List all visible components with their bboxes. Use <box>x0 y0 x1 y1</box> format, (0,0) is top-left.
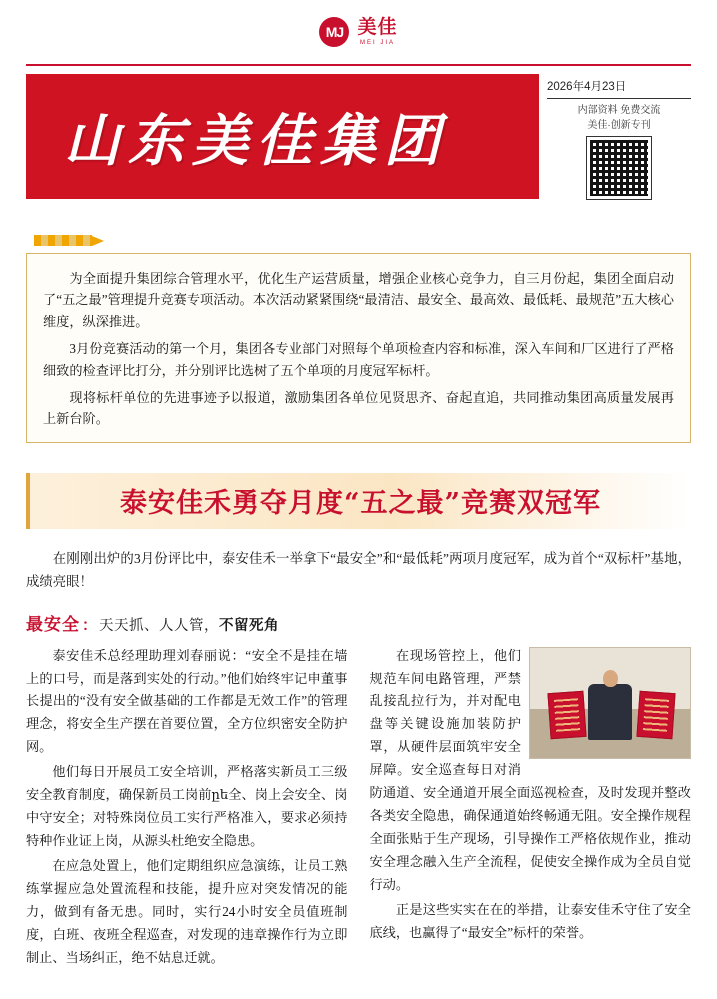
intro-paragraph: 3月份竞赛活动的第一个月，集团各专业部门对照每个单项检查内容和标准，深入车间和厂区进行了严格细致的检查评比打分，并分别评比选树了五个单项的月度冠军标杆。 <box>43 341 674 378</box>
issue-meta-line-2: 美佳·创新专刊 <box>587 120 651 131</box>
masthead-banner <box>26 74 691 199</box>
subheading-colon: ： <box>82 617 98 634</box>
article-lead-paragraph: 在刚刚出炉的3月份评比中，泰安佳禾一举拿下“最安全”和“最低耗”两项月度冠军，成为首个“双标杆”基地，成绩亮眼！ <box>26 550 691 590</box>
masthead-divider <box>26 64 691 66</box>
body-paragraph: 他们每日开展员工安全培训，严格落实新员工三级安全教育制度，确保新员工岗前ըե全、岗上会安全、岗中守安全；对特殊岗位员工实行严格准入，要求必须持特种作业证上岗，从源头杜绝安全隐患。 <box>26 764 348 849</box>
body-paragraph: 泰安佳禾总经理助理刘春丽说：“安全不是挂在墙上的口号，而是落到实处的行动。”他们始终牢记申董事长提出的“没有安全做基础的工作都是无效工作”的管理理念，将安全生产摆在首要位置，全方位织密安全防护网。 <box>26 647 348 755</box>
intro-paragraph: 为全面提升集团综合管理水平，优化生产运营质量，增强企业核心竞争力，自三月份起，集团全面启动了“五之最”管理提升竞赛专项活动。本次活动紧紧围绕“最清洁、最安全、最高效、最低耗、最规范”五大核心维度，纵深推进。 <box>43 271 674 329</box>
intro-callout-box <box>26 253 691 443</box>
article-body-columns <box>26 645 691 973</box>
section-subheading <box>26 610 691 635</box>
subheading-rest-bold: 不留死角 <box>219 617 280 634</box>
logo-chinese-name: 美佳 <box>357 17 398 38</box>
page-title: 泰安佳禾勇夺月度“五之最”竞赛双冠军 <box>119 488 602 520</box>
subheading-keyword: 最安全 <box>26 614 80 635</box>
issue-meta-line-1: 内部资料 免费交流 <box>577 105 661 116</box>
company-logo-icon: MJ <box>319 17 349 47</box>
body-paragraph: 在应急处置上，他们定期组织应急演练，让员工熟练掌握应急处置流程和技能，提升应对突发情况的能力，做到有备无患。同时，实行24小时安全员值班制度，白班、夜班全程巡查，对发现的违章操作行为立即制止、当场纠正，绝不姑息迁就。 <box>26 858 348 966</box>
body-column-left <box>26 645 348 973</box>
article-headline-bar <box>26 473 691 529</box>
publication-title: 山东美佳集团 <box>64 107 448 174</box>
body-paragraph: 在现场管控上，他们规范车间电路管理，严禁乱接乱拉行为，并对配电盘等关键设施加装防护罩，从硬件层面筑牢安全屏障。安全巡查每日对消防通道、安全通道开展全面巡视检查，及时发现并整改各类安全隐患，确保通道始终畅通无阻。安全操作规程全面张贴于生产现场，引导操作工严格依规作业，推动安全理念融入生产全流程，促使安全操作成为全员自觉行动。 <box>369 647 691 893</box>
banner-info-block <box>539 74 691 199</box>
logo-text-block <box>357 18 397 46</box>
subheading-rest-light: 天天抓、人人管， <box>99 617 220 634</box>
banner-title-block <box>26 74 539 199</box>
article-photo <box>529 647 691 759</box>
award-banner-left-icon <box>548 690 587 738</box>
issue-date: 2026年4月23日 <box>547 78 691 99</box>
logo-english-name: MEI JIA <box>359 40 395 46</box>
subheading-rest <box>99 614 279 635</box>
masthead-logo-row <box>26 0 691 64</box>
pencil-ornament-icon <box>34 235 104 246</box>
qr-code-icon <box>587 137 651 199</box>
body-column-right <box>370 645 692 973</box>
award-banner-right-icon <box>636 690 675 738</box>
body-paragraph: 正是这些实实在在的举措，让泰安佳禾守住了安全底线，也赢得了“最安全”标杆的荣誉。 <box>369 902 691 941</box>
intro-paragraph: 现将标杆单位的先进事迹予以报道，激励集团各单位见贤思齐、奋起直追，共同推动集团高质量发展再上新台阶。 <box>43 389 674 427</box>
